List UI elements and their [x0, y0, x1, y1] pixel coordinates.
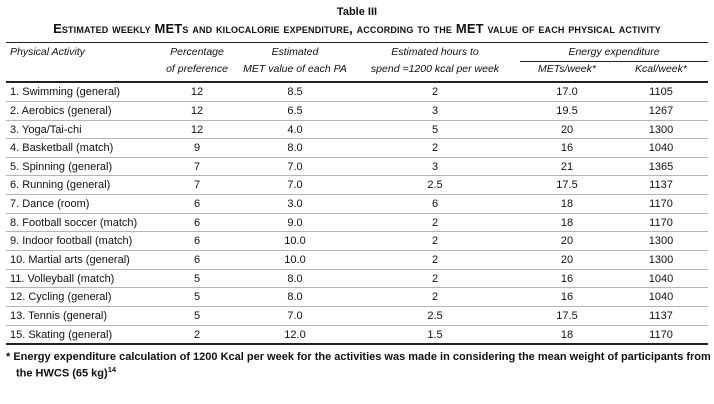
table-row [6, 101, 708, 120]
cell-mets-week: 17.0 [520, 82, 614, 101]
cell-activity: 2. Aerobics (general) [6, 101, 154, 120]
cell-kcal-week: 1300 [614, 120, 708, 139]
cell-hours: 2.5 [350, 306, 520, 325]
table-row [6, 120, 708, 139]
cell-mets-week: 19.5 [520, 101, 614, 120]
cell-met-value: 6.5 [240, 101, 350, 120]
cell-kcal-week: 1365 [614, 157, 708, 176]
header-met-value-each-pa: MET value of each PA [240, 62, 350, 83]
cell-met-value: 7.0 [240, 157, 350, 176]
cell-activity: 15. Skating (general) [10, 328, 113, 341]
cell-met-value: 3.0 [240, 195, 350, 214]
header-row-2 [6, 62, 708, 83]
cell-percentage: 5 [154, 269, 240, 288]
header-row-1 [6, 43, 708, 62]
cell-activity: 8. Football soccer (match) [6, 213, 154, 232]
cell-kcal-week: 1170 [614, 213, 708, 232]
cell-met-value: 7.0 [240, 176, 350, 195]
table-row [6, 195, 708, 214]
table-row [6, 306, 708, 325]
footnote-text: * Energy expenditure calculation of 1200 Kcal per week for the activities was made in considering the mean weight of participants from the HWCS (65 kg) [6, 351, 711, 380]
cell-percentage: 2 [193, 328, 201, 341]
cell-activity: 13. Tennis (general) [6, 306, 154, 325]
header-estimated-hours: Estimated hours to [391, 46, 479, 58]
cell-percentage: 6 [154, 232, 240, 251]
cell-kcal-week: 1137 [614, 176, 708, 195]
cell-kcal-week: 1170 [614, 195, 708, 214]
header-estimated-met: Estimated [271, 46, 319, 58]
cell-hours: 2 [350, 213, 520, 232]
cell-hours: 2 [350, 82, 520, 101]
table-label: Table III [336, 6, 378, 18]
table-footnote [6, 350, 714, 381]
cell-activity: 11. Volleyball (match) [6, 269, 154, 288]
cell-met-value: 12.0 [284, 328, 306, 341]
cell-mets-week: 18 [520, 213, 614, 232]
cell-met-value: 8.0 [240, 269, 350, 288]
cell-hours: 3 [350, 101, 520, 120]
cell-hours: 6 [350, 195, 520, 214]
footnote-citation: 14 [107, 365, 117, 375]
cell-activity: 9. Indoor football (match) [6, 232, 154, 251]
cell-met-value: 8.5 [240, 82, 350, 101]
table-title: Estimated weekly METs and kilocalorie expenditure, according to the MET value of each physical activity [53, 21, 661, 36]
header-spend-1200-kcal: spend =1200 kcal per week [350, 62, 520, 83]
cell-hours: 1.5 [427, 328, 443, 341]
cell-percentage: 5 [154, 288, 240, 307]
cell-hours: 2.5 [350, 176, 520, 195]
header-kcal-week: Kcal/week* [614, 62, 708, 83]
cell-activity: 6. Running (general) [6, 176, 154, 195]
cell-kcal-week: 1040 [614, 269, 708, 288]
cell-met-value: 10.0 [240, 251, 350, 270]
cell-met-value: 7.0 [240, 306, 350, 325]
cell-activity: 7. Dance (room) [6, 195, 154, 214]
cell-hours: 3 [350, 157, 520, 176]
cell-percentage: 9 [154, 139, 240, 158]
cell-percentage: 7 [154, 176, 240, 195]
cell-kcal-week: 1137 [614, 306, 708, 325]
cell-percentage: 12 [154, 82, 240, 101]
cell-mets-week: 20 [520, 232, 614, 251]
cell-met-value: 8.0 [240, 139, 350, 158]
cell-percentage: 6 [154, 195, 240, 214]
cell-percentage: 7 [154, 157, 240, 176]
cell-mets-week: 18 [520, 195, 614, 214]
cell-met-value: 8.0 [240, 288, 350, 307]
cell-mets-week: 17.5 [520, 306, 614, 325]
cell-kcal-week: 1300 [614, 251, 708, 270]
cell-mets-week: 21 [520, 157, 614, 176]
header-percentage: Percentage [170, 46, 224, 58]
table-row [6, 139, 708, 158]
cell-kcal-week: 1040 [614, 139, 708, 158]
table-row [6, 213, 708, 232]
header-physical-activity-blank [6, 62, 154, 83]
cell-hours: 5 [350, 120, 520, 139]
cell-kcal-week: 1170 [649, 328, 673, 341]
header-physical-activity: Physical Activity [10, 46, 85, 58]
cell-percentage: 12 [154, 120, 240, 139]
table-row [6, 232, 708, 251]
cell-activity: 10. Martial arts (general) [6, 251, 154, 270]
cell-percentage: 12 [154, 101, 240, 120]
cell-met-value: 4.0 [240, 120, 350, 139]
cell-hours: 2 [350, 269, 520, 288]
cell-hours: 2 [350, 251, 520, 270]
cell-kcal-week: 1267 [614, 101, 708, 120]
header-mets-week: METs/week* [520, 62, 614, 83]
cell-hours: 2 [350, 288, 520, 307]
cell-mets-week: 16 [520, 269, 614, 288]
cell-met-value: 9.0 [240, 213, 350, 232]
cell-mets-week: 18 [560, 328, 574, 341]
cell-mets-week: 17.5 [520, 176, 614, 195]
cell-percentage: 6 [154, 213, 240, 232]
table-row [6, 269, 708, 288]
cell-mets-week: 20 [520, 120, 614, 139]
table-header [6, 43, 708, 83]
table-row [6, 176, 708, 195]
cell-hours: 2 [350, 232, 520, 251]
cell-mets-week: 20 [520, 251, 614, 270]
cell-kcal-week: 1300 [614, 232, 708, 251]
cell-percentage: 6 [154, 251, 240, 270]
cell-mets-week: 16 [520, 139, 614, 158]
table-row [6, 82, 708, 101]
header-of-preference: of preference [154, 62, 240, 83]
cell-activity: 1. Swimming (general) [6, 82, 154, 101]
cell-activity: 4. Basketball (match) [6, 139, 154, 158]
cell-activity: 3. Yoga/Tai-chi [6, 120, 154, 139]
cell-activity: 12. Cycling (general) [6, 288, 154, 307]
cell-activity: 5. Spinning (general) [6, 157, 154, 176]
cell-kcal-week: 1105 [614, 82, 708, 101]
data-table [6, 42, 708, 345]
table-body [6, 82, 708, 344]
cell-kcal-week: 1040 [614, 288, 708, 307]
header-energy-expenditure: Energy expenditure [520, 43, 708, 62]
cell-mets-week: 16 [520, 288, 614, 307]
table-row [6, 288, 708, 307]
table-row [6, 325, 708, 344]
cell-hours: 2 [350, 139, 520, 158]
table-row [6, 251, 708, 270]
cell-met-value: 10.0 [240, 232, 350, 251]
table-row [6, 157, 708, 176]
cell-percentage: 5 [154, 306, 240, 325]
